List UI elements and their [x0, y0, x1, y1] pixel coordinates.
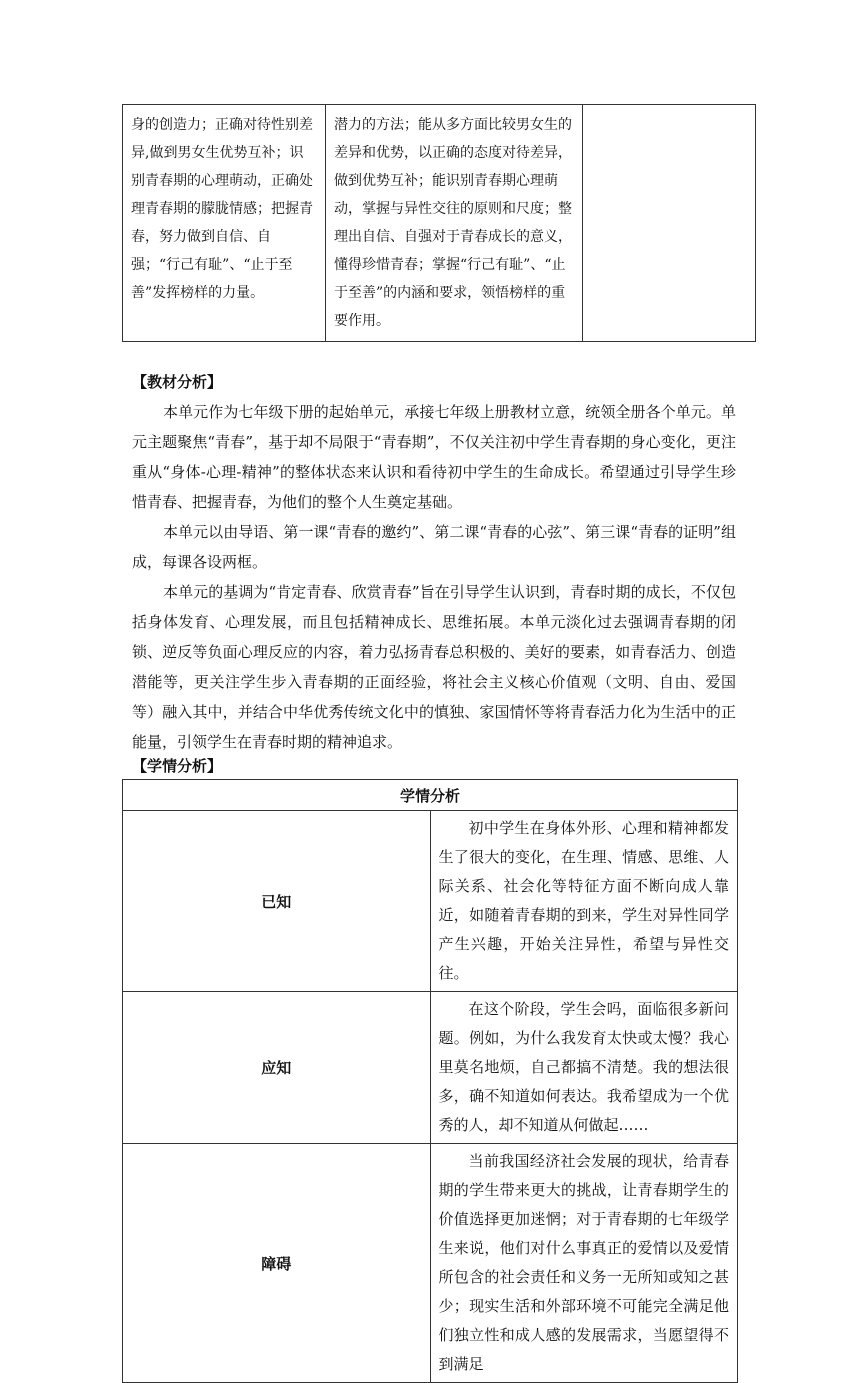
- row-label-obstacle: 障碍: [123, 1144, 431, 1383]
- table-row: [123, 1144, 738, 1383]
- row-content-known: 初中学生在身体外形、心理和精神都发生了很大的变化，在生理、情感、思维、人际关系、社会化等特征方面不断向成人靠近，如随着青春期的到来，学生对异性同学产生兴趣，开始关注异性，希望与异性交往。: [430, 811, 738, 992]
- table-header: 学情分析: [123, 780, 738, 811]
- table-header-row: [123, 780, 738, 811]
- objectives-cell-2: 潜力的方法；能从多方面比较男女生的差异和优势，以正确的态度对待差异，做到优势互补；能识别青春期心理萌动，掌握与异性交往的原则和尺度；整理出自信、自强对于青春成长的意义，懂得珍惜青春；掌握“行己有耻”、“止于至善”的内涵和要求，领悟榜样的重要作用。: [326, 105, 583, 342]
- row-label-known: 已知: [123, 811, 431, 992]
- objectives-cell-3: [583, 105, 756, 342]
- table-row: [123, 992, 738, 1144]
- student-analysis-heading: 【学情分析】: [132, 757, 223, 775]
- objectives-table: [122, 104, 756, 342]
- textbook-paragraph-1: 本单元作为七年级下册的起始单元，承接七年级上册教材立意，统领全册各个单元。单元主题聚焦“青春”，基于却不局限于“青春期”，不仅关注初中学生青春期的身心变化，更注重从“身体-心理-精神”的整体状态来认识和看待初中学生的生命成长。希望通过引导学生珍惜青春、把握青春，为他们的整个人生奠定基础。: [132, 403, 736, 511]
- table-row: [123, 811, 738, 992]
- row-label-should-know: 应知: [123, 992, 431, 1144]
- textbook-analysis-heading: 【教材分析】: [132, 373, 223, 391]
- row-content-should-know: 在这个阶段，学生会吗，面临很多新问题。例如，为什么我发育太快或太慢？我心里莫名地烦，自己都搞不清楚。我的想法很多，确不知道如何表达。我希望成为一个优秀的人，却不知道从何做起……: [430, 992, 738, 1144]
- textbook-paragraph-3: 本单元的基调为“肯定青春、欣赏青春”旨在引导学生认识到，青春时期的成长，不仅包括身体发育、心理发展，而且包括精神成长、思维拓展。本单元淡化过去强调青春期的闭锁、逆反等负面心理反应的内容，着力弘扬青春总积极的、美好的要素，如青春活力、创造潜能等，更关注学生步入青春期的正面经验，将社会主义核心价值观（文明、自由、爱国等）融入其中，并结合中华优秀传统文化中的慎独、家国情怀等将青春活力化为生活中的正能量，引领学生在青春时期的精神追求。: [132, 583, 736, 751]
- textbook-paragraph-2: 本单元以由导语、第一课“青春的邀约”、第二课“青春的心弦”、第三课“青春的证明”组成，每课各设两框。: [132, 523, 736, 571]
- student-analysis-table: [122, 779, 738, 1383]
- row-content-obstacle: 当前我国经济社会发展的现状，给青春期的学生带来更大的挑战，让青春期学生的价值选择更加迷惘；对于青春期的七年级学生来说，他们对什么事真正的爱情以及爱情所包含的社会责任和义务一无所知或知之甚少；现实生活和外部环境不可能完全满足他们独立性和成人感的发展需求，当愿望得不到满足: [430, 1144, 738, 1383]
- objectives-cell-1: 身的创造力；正确对待性别差异,做到男女生优势互补；识别青春期的心理萌动，正确处理青春期的朦胧情感；把握青春，努力做到自信、自强；“行己有耻”、“止于至善”发挥榜样的力量。: [123, 105, 326, 342]
- table-row: [123, 105, 756, 342]
